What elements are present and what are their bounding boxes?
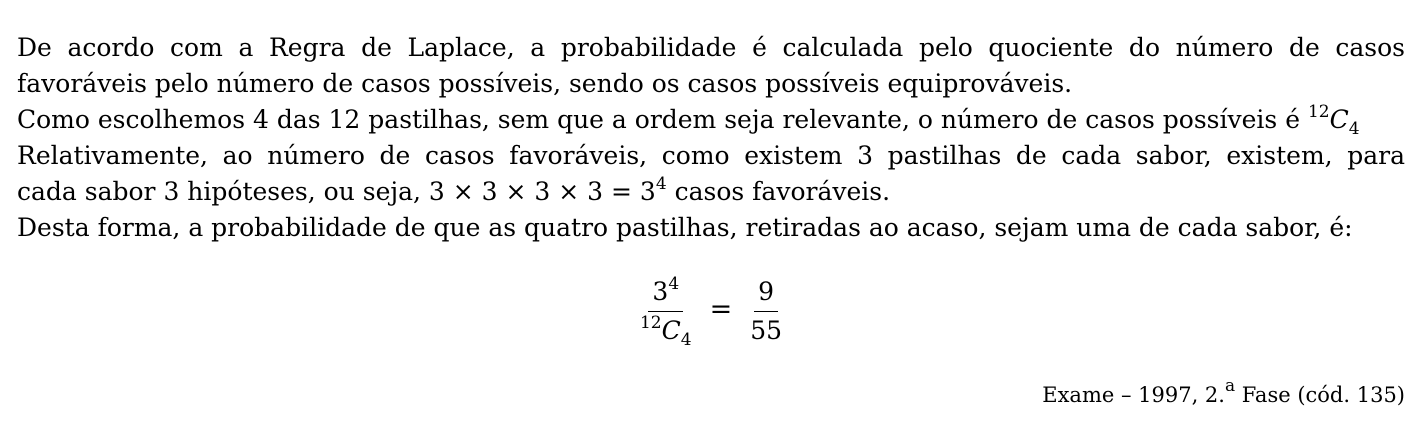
combination-symbol: C [661, 316, 681, 345]
source-suffix: Fase (cód. 135) [1235, 383, 1405, 407]
paragraph-line: Relativamente, ao número de casos favoráveis, como existem 3 pastilhas de cada sabor, existem, para [17, 141, 1405, 170]
document-body [17, 30, 1405, 350]
exam-source-citation [1042, 376, 1405, 409]
probability-formula [17, 274, 1405, 350]
paragraph-text: Como escolhemos 4 das 12 pastilhas, sem que a ordem seja relevante, o número de casos possíveis é [17, 105, 1308, 134]
paragraph-possible-cases [17, 102, 1405, 138]
paragraph-laplace-rule [17, 30, 1405, 102]
product-expression-text: 3 × 3 × 3 × 3 = 3 [428, 177, 656, 206]
combination-n: 12 [639, 313, 662, 333]
left-fraction [636, 274, 696, 350]
source-prefix: Exame – 1997, 2. [1042, 383, 1225, 407]
equals-sign: = [709, 293, 733, 325]
paragraph-text: casos favoráveis. [666, 177, 891, 206]
right-fraction [746, 277, 786, 346]
right-numerator: 9 [754, 277, 778, 312]
combination-symbol: C [1329, 105, 1349, 134]
combination-n: 12 [1307, 102, 1330, 122]
source-ordinal: a [1224, 376, 1236, 396]
paragraph-line [17, 174, 1405, 210]
paragraph-line: favoráveis pelo número de casos possíveis, sendo os casos possíveis equiprováveis. [17, 69, 1073, 98]
left-numerator [648, 274, 683, 312]
product-expression [428, 174, 667, 206]
left-denominator [636, 312, 696, 350]
right-denominator: 55 [750, 316, 783, 345]
combination-k: 4 [1348, 119, 1360, 139]
paragraph-line [17, 102, 1405, 138]
paragraph-favorable-cases [17, 138, 1405, 210]
paragraph-line: Desta forma, a probabilidade de que as quatro pastilhas, retiradas ao acaso, sejam uma de cada sabor, é: [17, 213, 1353, 242]
paragraph-line: De acordo com a Regra de Laplace, a probabilidade é calculada pelo quociente do número de casos [17, 33, 1405, 62]
product-exponent: 4 [655, 174, 667, 194]
paragraph-text: cada sabor 3 hipóteses, ou seja, [17, 177, 429, 206]
paragraph-conclusion [17, 210, 1405, 246]
numerator-exponent: 4 [668, 274, 680, 294]
combination-expression [1307, 102, 1360, 139]
combination-k: 4 [680, 330, 692, 350]
numerator-base: 3 [652, 277, 669, 306]
